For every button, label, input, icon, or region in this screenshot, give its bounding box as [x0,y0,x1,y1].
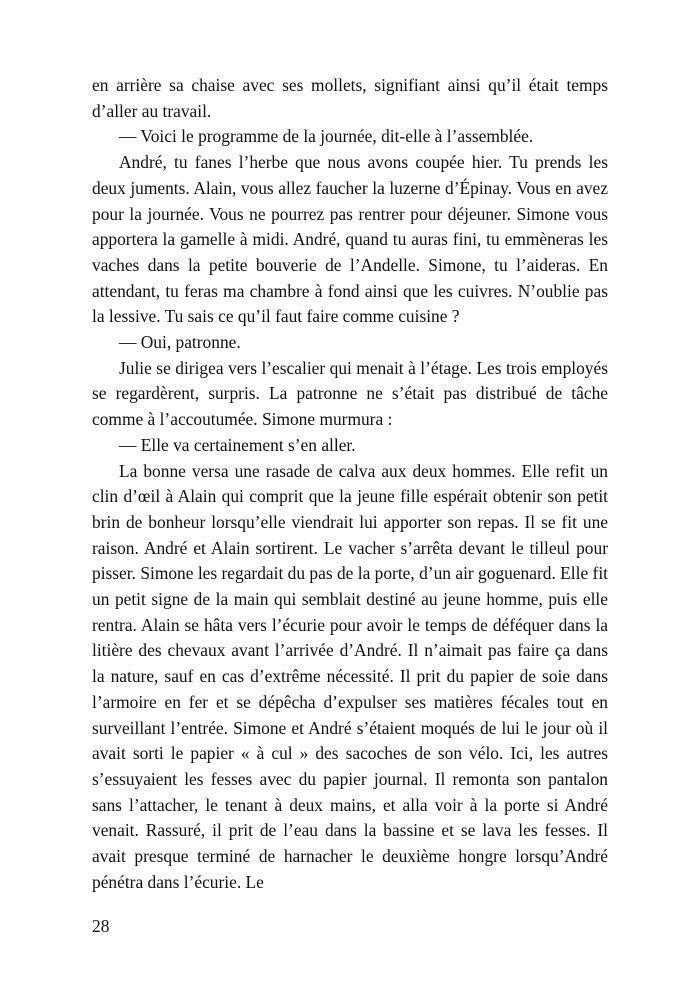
paragraph: Julie se dirigea vers l’escalier qui menait à l’étage. Les trois employés se regardèrent, surpris. La patronne ne s’était pas distribué de tâche comme à l’accoutumée. Simone murmura : [92,357,608,430]
paragraph: La bonne versa une rasade de calva aux deux hommes. Elle refit un clin d’œil à Alain qui comprit que la jeune fille espérait obtenir son petit brin de bonheur lorsqu’elle viendrait lui apporter son repas. Il se fit une raison. André et Alain sortirent. Le vacher s’arrêta devant le tilleul pour pisser. Simone les regardait du pas de la porte, d’un air goguenard. Elle fit un petit signe de la main qui semblait destiné au jeune homme, puis elle rentra. Alain se hâta vers l’écurie pour avoir le temps de déféquer dans la litière des chevaux avant l’arrivée d’André. Il n’aimait pas faire ça dans la nature, sauf en cas d’extrême nécessité. Il prit du papier de soie dans l’armoire en fer et se dépêcha d’expulser ses matières fécales tout en surveillant l’entrée. Simone et André s’étaient moqués de lui le jour où il avait sorti le papier « à cul » des sacoches de son vélo. Ici, les autres s’essuyaient les fesses avec du papier journal. Il remonta son pantalon sans l’attacher, le tenant à deux mains, et alla voir à la porte si André venait. Rassuré, il prit de l’eau dans la bassine et se lava les fesses. Il avait presque terminé de harnacher le deuxième hongre lorsqu’André pénétra dans l’écurie. Le [92,460,608,892]
page-number: 28 [92,916,110,936]
paragraph-dialogue: — Oui, patronne. [119,332,241,353]
paragraph-dialogue: — Voici le programme de la journée, dit-elle à l’assemblée. [119,126,534,147]
paragraph-dialogue: — Elle va certainement s’en aller. [119,434,356,455]
paragraph: André, tu fanes l’herbe que nous avons coupée hier. Tu prends les deux juments. Alain, vous allez faucher la luzerne d’Épinay. Vous en avez pour la journée. Vous ne pourrez pas rentrer pour déjeuner. Simone vous apportera la gamelle à midi. André, quand tu auras fini, tu emmèneras les vaches dans la petite bouverie de l’Andelle. Simone, tu l’aideras. En attendant, tu feras ma chambre à fond ainsi que les cuivres. N’oublie pas la lessive. Tu sais ce qu’il faut faire comme cuisine ? [92,152,608,327]
paragraph-continued: en arrière sa chaise avec ses mollets, signifiant ainsi qu’il était temps d’aller au travail. [92,75,608,121]
body-text [92,73,608,896]
